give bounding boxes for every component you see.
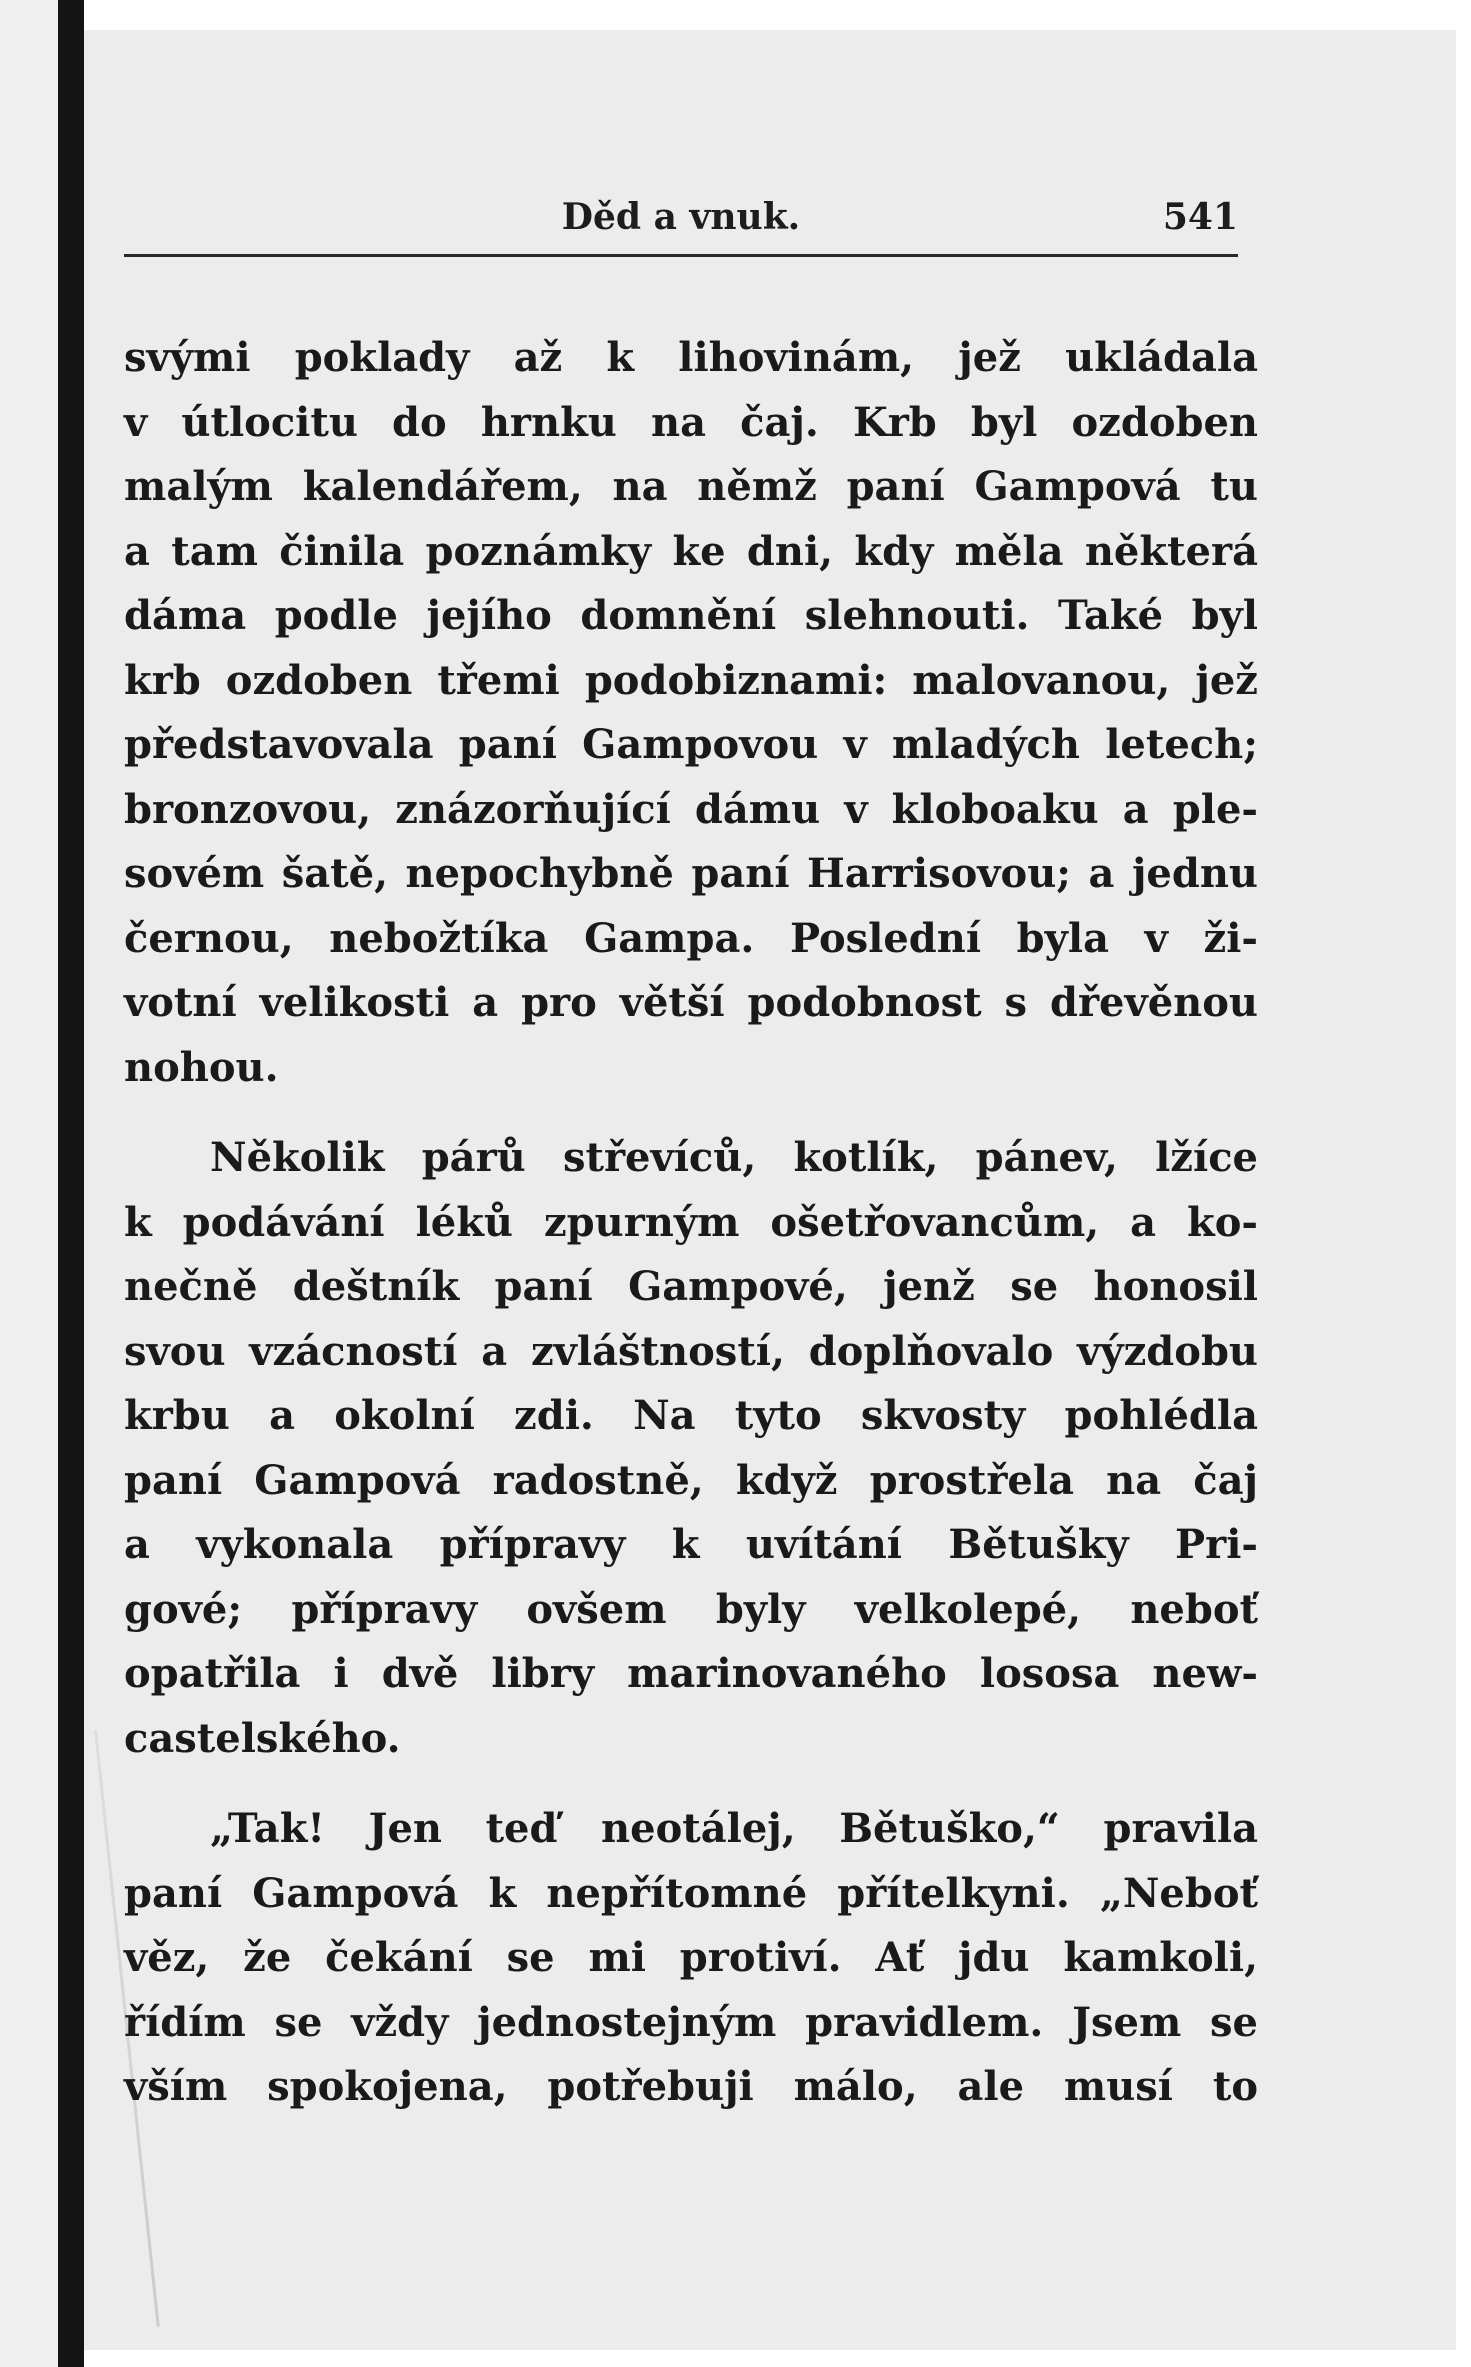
paragraph-3: [124, 1797, 1258, 2120]
text-line: a vykonala přípravy k uvítání Bětušky Pri-: [124, 1521, 1258, 1568]
text-line: dáma podle jejího domnění slehnouti. Také byl: [124, 592, 1258, 639]
paragraph-2: [124, 1126, 1258, 1771]
text-line: bronzovou, znázorňující dámu v kloboaku a ple-: [124, 785, 1258, 833]
body-text: [124, 326, 1258, 2120]
text-line: věz, že čekání se mi protiví. Ať jdu kamkoli,: [124, 1934, 1258, 1981]
text-line: castelského.: [124, 1714, 401, 1762]
text-line: krbu a okolní zdi. Na tyto skvosty pohlédla: [124, 1392, 1258, 1439]
text-line: paní Gampová radostně, když prostřela na čaj: [124, 1456, 1258, 1504]
paragraph-1: [124, 326, 1258, 1100]
text-line: paní Gampová k nepřítomné přítelkyni. „Neboť: [124, 1869, 1258, 1917]
text-line: gové; přípravy ovšem byly velkolepé, neboť: [124, 1585, 1258, 1633]
page-number: 541: [1162, 196, 1238, 238]
page-header: [124, 192, 1238, 242]
text-line: votní velikosti a pro větší podobnost s dřevěnou: [124, 979, 1258, 1026]
text-line: k podávání léků zpurným ošetřovancům, a ko-: [124, 1198, 1258, 1246]
text-line: Několik párů střevíců, kotlík, pánev, lžíce: [210, 1134, 1258, 1181]
text-line: nohou.: [124, 1043, 279, 1091]
text-line: „Tak! Jen teď neotálej, Bětuško,“ pravila: [210, 1805, 1258, 1852]
text-line: představovala paní Gampovou v mladých letech;: [124, 721, 1258, 768]
book-binding-shadow: [58, 0, 84, 2367]
text-line: malým kalendářem, na němž paní Gampová tu: [124, 463, 1258, 510]
text-line: svými poklady až k lihovinám, jež ukládala: [124, 334, 1258, 381]
text-line: opatřila i dvě libry marinovaného lososa new-: [124, 1650, 1258, 1697]
text-line: a tam činila poznámky ke dni, kdy měla některá: [124, 527, 1258, 575]
text-line: v útlocitu do hrnku na čaj. Krb byl ozdoben: [124, 398, 1258, 446]
text-line: vším spokojena, potřebuji málo, ale musí to: [124, 2063, 1258, 2110]
text-line: krb ozdoben třemi podobiznami: malovanou, jež: [124, 656, 1258, 704]
header-rule: [124, 254, 1238, 257]
text-line: řídím se vždy jednostejným pravidlem. Jsem se: [124, 1998, 1258, 2046]
paragraph-gap: [124, 1771, 1258, 1797]
text-line: černou, nebožtíka Gampa. Poslední byla v ži-: [124, 914, 1258, 962]
text-line: sovém šatě, nepochybně paní Harrisovou; a jednu: [124, 850, 1258, 897]
text-line: svou vzácností a zvláštností, doplňovalo výzdobu: [124, 1327, 1258, 1375]
text-line: nečně deštník paní Gampové, jenž se honosil: [124, 1263, 1258, 1310]
paragraph-gap: [124, 1100, 1258, 1126]
adjacent-page-edge: [0, 0, 58, 2367]
running-head: Děd a vnuk.: [561, 196, 801, 238]
